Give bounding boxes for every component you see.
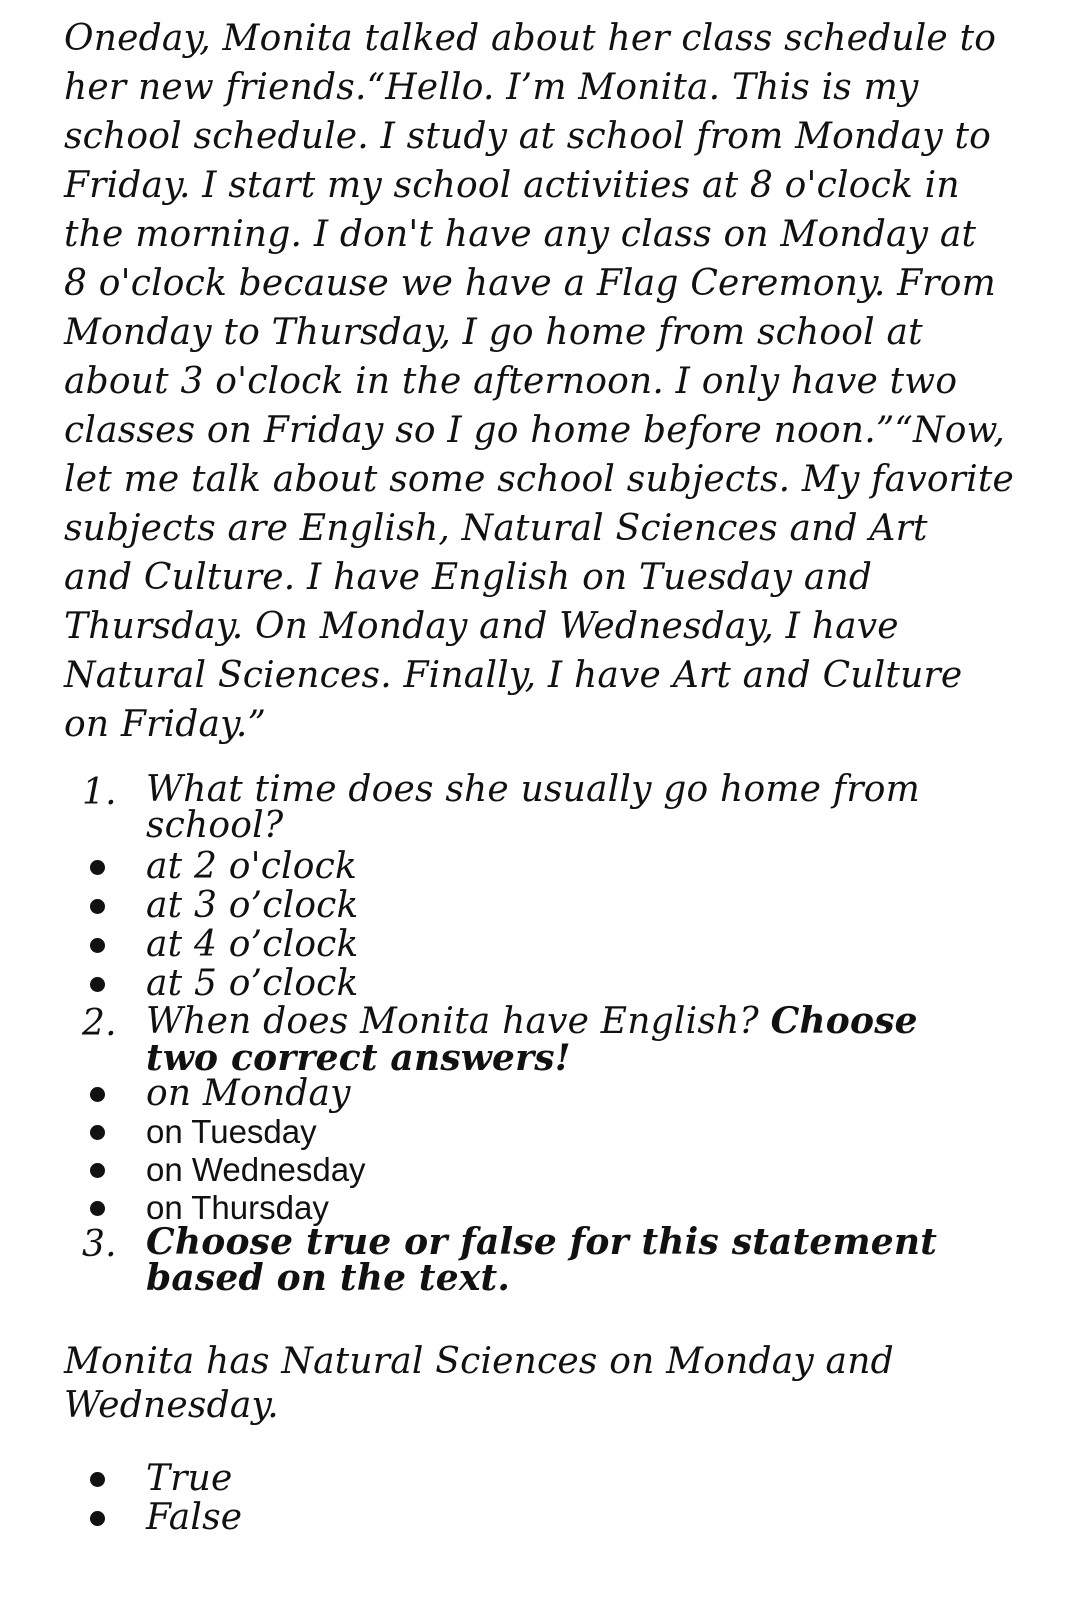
false-option[interactable] [82,1499,982,1537]
answer-option[interactable] [82,1075,982,1113]
option-label: on Tuesday [146,1113,317,1150]
question-prompt: When does Monita have English? [146,1001,759,1042]
true-false-statement [64,1340,1014,1428]
passage-line: subjects are English, Natural Sciences and Art [64,508,928,549]
true-option[interactable] [82,1460,982,1498]
question-instruction: two correct answers! [146,1037,571,1079]
answer-option[interactable] [82,1113,982,1151]
reading-passage [64,14,1014,749]
option-label: at 3 o’clock [146,885,359,926]
answer-option[interactable] [82,887,982,925]
passage-line: Natural Sciences. Finally, I have Art and Culture [64,655,963,696]
question-text-line: Choose true or false for this statement [146,1221,938,1263]
passage-line: Thursday. On Monday and Wednesday, I have [64,606,899,647]
option-label: on Wednesday [146,1151,366,1188]
answer-option[interactable] [82,848,982,886]
passage-line: and Culture. I have English on Tuesday and [64,557,873,598]
passage-line: on Friday.” [64,704,267,745]
option-label: at 4 o’clock [146,924,359,965]
bullet-icon [90,899,105,914]
question-text [146,1000,1026,1079]
answer-option[interactable] [82,1151,982,1189]
bullet-icon [90,1472,105,1487]
question-number: 2. [82,1003,117,1044]
option-label: on Thursday [146,1189,329,1226]
question-text-line [146,1000,1026,1042]
passage-line: Friday. I start my school activities at 8 o'clock in [64,165,960,206]
passage-line: about 3 o'clock in the afternoon. I only have two [64,361,958,402]
passage-line: the morning. I don't have any class on Monday at [64,214,977,255]
passage-line: Oneday, Monita talked about her class schedule to [64,18,997,59]
bullet-icon [90,977,105,992]
question-text [146,769,1026,846]
passage-line: Monday to Thursday, I go home from school at [64,312,923,353]
question-text [146,1221,1026,1299]
question-number: 1. [82,772,117,813]
passage-line: classes on Friday so I go home before noon.”“Now, [64,410,1006,451]
bullet-icon [90,860,105,875]
bullet-icon [90,938,105,953]
option-label: at 5 o’clock [146,963,359,1004]
question-number: 3. [82,1224,117,1265]
answer-option[interactable] [82,965,982,1003]
bullet-icon [90,1511,105,1526]
bullet-icon [90,1125,105,1140]
option-label: on Monday [146,1073,351,1114]
question-instruction: Choose [770,1000,918,1042]
passage-line: her new friends.“Hello. I’m Monita. This is my [64,67,919,108]
question-text-line: based on the text. [146,1257,511,1299]
option-label: at 2 o'clock [146,846,358,887]
answer-option[interactable] [82,926,982,964]
statement-line: Monita has Natural Sciences on Monday and [64,1341,894,1382]
passage-line: school schedule. I study at school from Monday to [64,116,992,157]
bullet-icon [90,1163,105,1178]
question-text-line: school? [146,805,284,846]
passage-line: 8 o'clock because we have a Flag Ceremony. From [64,263,996,304]
statement-line: Wednesday. [64,1385,279,1426]
option-label: True [146,1458,233,1499]
passage-line: let me talk about some school subjects. My favorite [64,459,1015,500]
bullet-icon [90,1201,105,1216]
option-label: False [146,1497,243,1538]
bullet-icon [90,1087,105,1102]
question-text-line: What time does she usually go home from [146,769,920,810]
